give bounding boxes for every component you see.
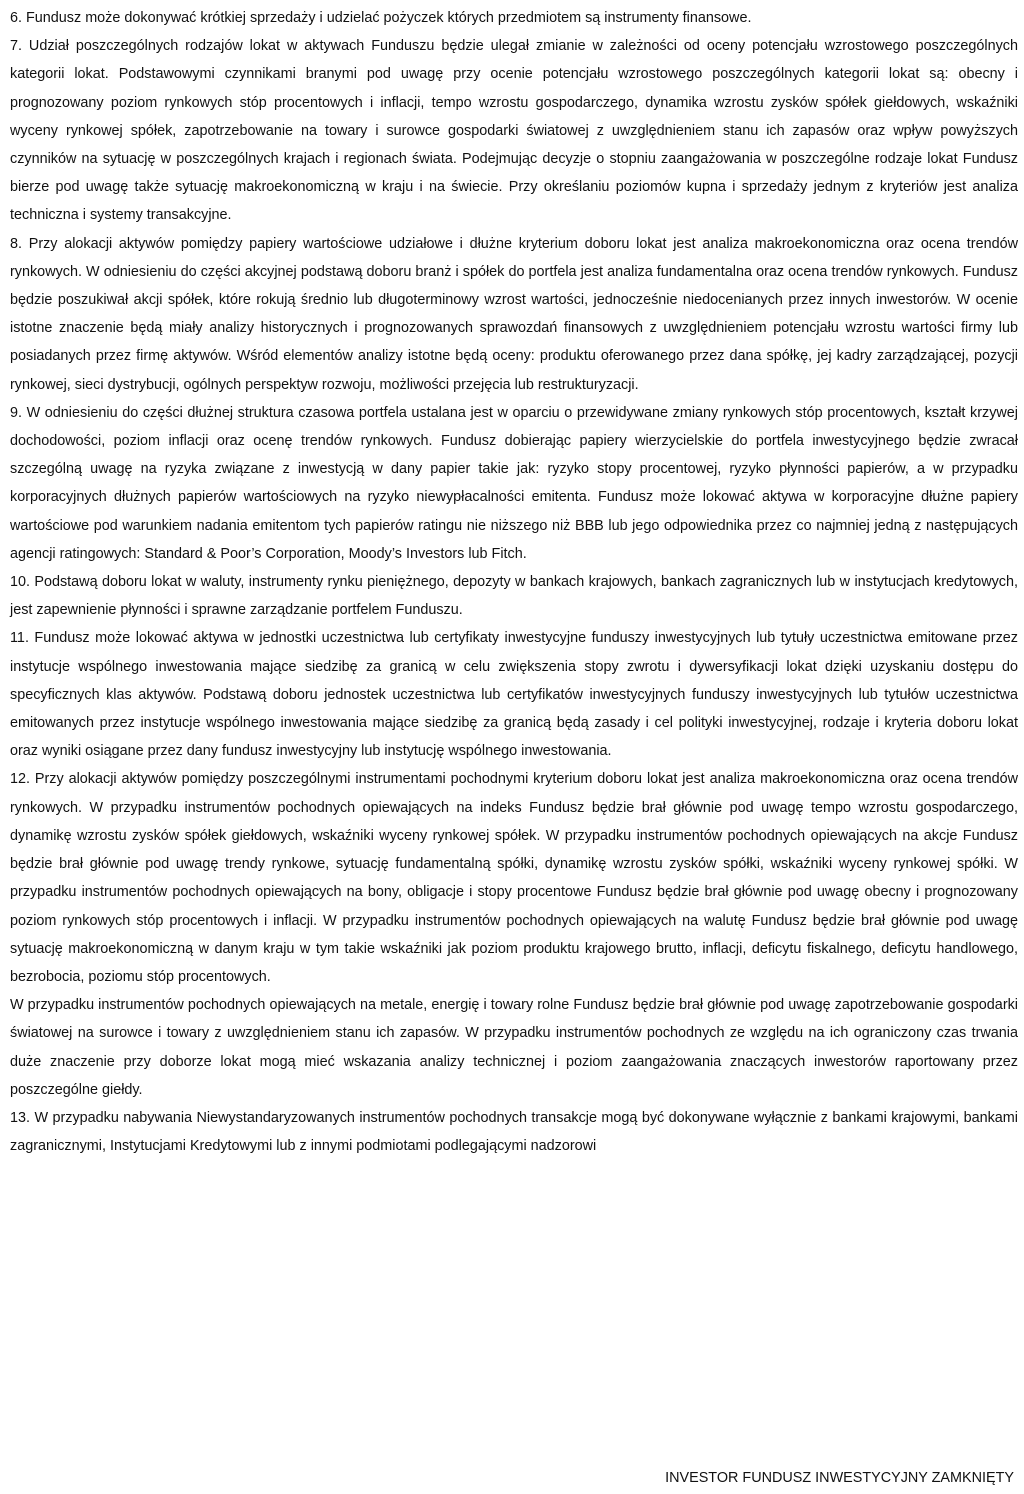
- document-body: [10, 4, 1018, 1160]
- paragraph-11: 11. Fundusz może lokować aktywa w jednostki uczestnictwa lub certyfikaty inwestycyjne funduszy inwestycyjnych lub tytuły uczestnictwa emitowane przez instytucje wspólnego inwestowania mające siedzibę za granicą w celu zwiększenia stopy zwrotu i dywersyfikacji lokat dzięki uzyskaniu dostępu do specyficznych klas aktywów. Podstawą doboru jednostek uczestnictwa lub certyfikatów inwestycyjnych funduszy inwestycyjnych lub tytułów uczestnictwa emitowanych przez instytucje wspólnego inwestowania mające siedzibę za granicą będą zasady i cel polityki inwestycyjnej, rodzaje i kryteria doboru lokat oraz wyniki osiągane przez dany fundusz inwestycyjny lub instytucję wspólnego inwestowania.: [10, 630, 1018, 760]
- paragraph-9: 9. W odniesieniu do części dłużnej struktura czasowa portfela ustalana jest w oparciu o przewidywane zmiany rynkowych stóp procentowych, kształt krzywej dochodowości, poziom inflacji oraz ocenę trendów rynkowych. Fundusz dobierając papiery wierzycielskie do portfela inwestycyjnego będzie zwracał szczególną uwagę na ryzyka związane z inwestycją w dany papier takie jak: ryzyko stopy procentowej, ryzyko płynności papierów, a w przypadku korporacyjnych dłużnych papierów wartościowych na ryzyko niewypłacalności emitenta. Fundusz może lokować aktywa w korporacyjne dłużne papiery wartościowe pod warunkiem nadania emitentom tych papierów ratingu nie niższego niż BBB lub jego odpowiednika przez co najmniej jedną z następujących agencji ratingowych: Standard & Poor’s Corporation, Moody’s Investors lub Fitch.: [10, 404, 1018, 562]
- paragraph-12-continuation: W przypadku instrumentów pochodnych opiewających na metale, energię i towary rolne Fundusz będzie brał głównie pod uwagę zapotrzebowanie gospodarki światowej na surowce i towary z uwzględnieniem stanu ich zapasów. W przypadku instrumentów pochodnych ze względu na ich ograniczony czas trwania duże znaczenie przy doborze lokat mogą mieć wskazania analizy technicznej i poziom zaangażowania znaczących inwestorów raportowany przez poszczególne giełdy.: [10, 997, 1018, 1098]
- paragraph-13: 13. W przypadku nabywania Niewystandaryzowanych instrumentów pochodnych transakcje mogą być dokonywane wyłącznie z bankami krajowymi, bankami zagranicznymi, Instytucjami Kredytowymi lub z innymi podmiotami podlegającymi nadzorowi: [10, 1109, 1018, 1155]
- paragraph-6: 6. Fundusz może dokonywać krótkiej sprzedaży i udzielać pożyczek których przedmiotem są instrumenty finansowe.: [10, 10, 752, 26]
- paragraph-10: 10. Podstawą doboru lokat w waluty, instrumenty rynku pieniężnego, depozyty w bankach krajowych, bankach zagranicznych lub w instytucjach kredytowych, jest zapewnienie płynności i sprawne zarządzanie portfelem Funduszu.: [10, 574, 1018, 619]
- paragraph-7: 7. Udział poszczególnych rodzajów lokat w aktywach Funduszu będzie ulegał zmianie w zależności od oceny potencjału wzrostowego poszczególnych kategorii lokat. Podstawowymi czynnikami branymi pod uwagę przy ocenie potencjału wzrostowego poszczególnych kategorii lokat są: obecny i prognozowany poziom rynkowych stóp procentowych i inflacji, tempo wzrostu gospodarczego, dynamika wzrostu zysków spółek giełdowych, wskaźniki wyceny rynkowej spółek, zapotrzebowanie na towary i surowce gospodarki światowej z uwzględnieniem stanu ich zapasów oraz wpływ powyższych czynników na sytuację w poszczególnych krajach i regionach świata. Podejmując decyzje o stopniu zaangażowania w poszczególne rodzaje lokat Fundusz bierze pod uwagę także sytuację makroekonomiczną w kraju i na świecie. Przy określaniu poziomów kupna i sprzedaży jednym z kryteriów jest analiza techniczna i systemy transakcyjne.: [10, 38, 1018, 224]
- paragraph-8: 8. Przy alokacji aktywów pomiędzy papiery wartościowe udziałowe i dłużne kryterium doboru lokat jest analiza makroekonomiczna oraz ocena trendów rynkowych. W odniesieniu do części akcyjnej podstawą doboru branż i spółek do portfela jest analiza fundamentalna oraz ocena trendów rynkowych. Fundusz będzie poszukiwał akcji spółek, które rokują średnio lub długoterminowy wzrost wartości, jednocześnie niedocenianych przez innych inwestorów. W ocenie istotne znaczenie będą miały analizy historycznych i prognozowanych sprawozdań finansowych z uwzględnieniem potencjału wzrostu wartości firmy lub posiadanych przez firmę aktywów. Wśród elementów analizy istotne będą oceny: produktu oferowanego przez dana spółkę, jej kadry zarządzającej, pozycji rynkowej, sieci dystrybucji, ogólnych perspektyw rozwoju, możliwości przejęcia lub restrukturyzacji.: [10, 235, 1018, 393]
- page-footer: INVESTOR FUNDUSZ INWESTYCYJNY ZAMKNIĘTY: [665, 1470, 1014, 1486]
- paragraph-12: 12. Przy alokacji aktywów pomiędzy poszczególnymi instrumentami pochodnymi kryterium doboru lokat jest analiza makroekonomiczna oraz ocena trendów rynkowych. W przypadku instrumentów pochodnych opiewających na indeks Fundusz będzie brał głównie pod uwagę tempo wzrostu gospodarczego, dynamikę wzrostu zysków spółek giełdowych, wskaźniki wyceny rynkowej spółek. W przypadku instrumentów pochodnych opiewających na akcje Fundusz będzie brał głównie pod uwagę trendy rynkowe, sytuację fundamentalną spółki, dynamikę wzrostu zysków spółki, wskaźniki wyceny rynkowej spółki. W przypadku instrumentów pochodnych opiewających na bony, obligacje i stopy procentowe Fundusz będzie brał głównie pod uwagę obecny i prognozowany poziom rynkowych stóp procentowych i inflacji. W przypadku instrumentów pochodnych opiewających na walutę Fundusz będzie brał głównie pod uwagę sytuację makroekonomiczną w danym kraju w tym takie wskaźniki jak poziom produktu krajowego brutto, inflacji, deficytu fiskalnego, deficytu handlowego, bezrobocia, poziomu stóp procentowych.: [10, 771, 1018, 985]
